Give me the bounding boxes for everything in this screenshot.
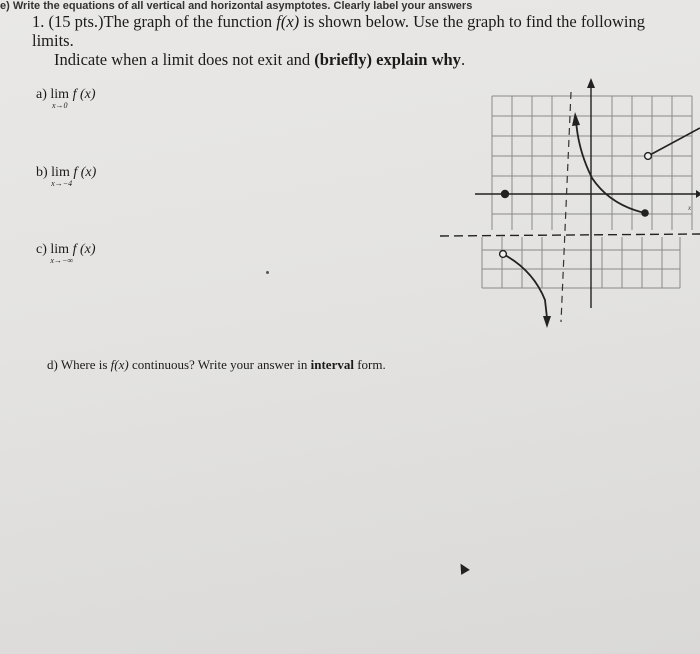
left-branch-curve <box>503 254 547 318</box>
open-point <box>645 153 652 160</box>
part-b: b) lim x→−4 f (x) <box>36 165 97 188</box>
horizontal-asymptote-dashed <box>440 234 700 236</box>
part-d: d) Where is f(x) continuous? Write your answer in interval form. <box>47 357 386 372</box>
down-arrow-icon <box>543 316 551 328</box>
limit-operator: lim x→0 <box>50 87 70 110</box>
part-a: a) lim x→0 f (x) <box>36 87 96 110</box>
part-e: e) Write the equations of all vertical and horizontal asymptotes. Clearly label your answers <box>0 0 473 12</box>
y-axis-arrow-icon <box>587 78 595 88</box>
limit-operator: lim x→−∞ <box>50 242 74 265</box>
open-point <box>500 251 507 258</box>
x-axis-arrow-icon <box>696 190 700 198</box>
filled-point <box>501 190 509 198</box>
header-line-1: 1. (15 pts.)The graph of the function f(x) is shown below. Use the graph to find the following limits. <box>32 12 645 50</box>
filled-point <box>641 209 649 217</box>
header-line-2: Indicate when a limit does not exit and (briefly) explain why. <box>54 50 466 69</box>
right-branch-curve <box>576 120 645 213</box>
limit-operator: lim x→−4 <box>51 165 73 188</box>
x-axis-label: x <box>688 204 692 212</box>
up-arrow-icon <box>572 112 580 126</box>
part-c: c) lim x→−∞ f (x) <box>36 242 96 265</box>
graph-grid <box>482 96 692 288</box>
